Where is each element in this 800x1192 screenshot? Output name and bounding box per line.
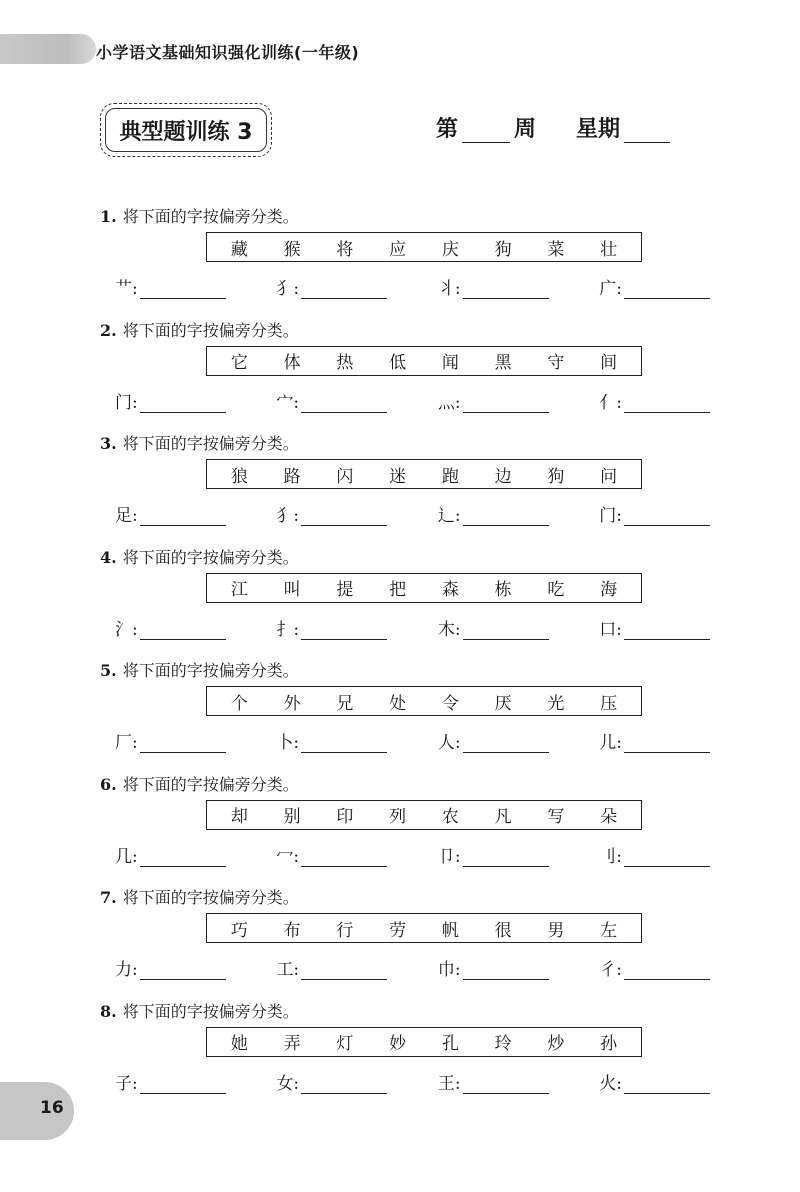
radical-label: 冖 <box>276 846 294 867</box>
radical-label: 女 <box>276 1073 294 1094</box>
char: 热 <box>336 353 354 373</box>
answer-blank[interactable] <box>140 1075 226 1094</box>
char: 凡 <box>494 807 512 827</box>
char: 边 <box>494 466 512 487</box>
radical-label: 艹 <box>115 279 132 299</box>
radical-label: 灬 <box>437 392 455 413</box>
char: 把 <box>389 580 407 600</box>
char-box <box>206 232 642 262</box>
radical-category: 儿 : <box>594 728 710 753</box>
question-2 <box>100 310 710 424</box>
char: 壮 <box>600 239 618 260</box>
radical-label: 犭 <box>276 279 294 299</box>
char: 将 <box>336 239 354 260</box>
question-3 <box>100 423 710 537</box>
char: 狗 <box>547 466 565 487</box>
question-5 <box>100 650 710 764</box>
radical-category: 子 : <box>110 1069 226 1094</box>
radical-row <box>110 728 710 753</box>
radical-label: 宀 <box>276 392 294 413</box>
char-box <box>206 686 642 716</box>
section-title: 典型题训练 3 <box>119 119 253 145</box>
answer-blank[interactable] <box>140 848 226 867</box>
question-4 <box>100 537 710 651</box>
char: 菜 <box>547 239 565 260</box>
radical-label: 厂 <box>115 733 132 753</box>
answer-blank[interactable] <box>624 280 710 299</box>
char: 间 <box>600 353 618 373</box>
radical-label: 犭 <box>276 506 294 526</box>
char: 布 <box>283 920 301 941</box>
radical-label: 力 <box>115 960 132 980</box>
char: 厌 <box>494 693 512 714</box>
answer-blank[interactable] <box>140 621 226 640</box>
radical-category: 亻 : <box>594 388 710 413</box>
char-box <box>206 573 642 603</box>
char: 海 <box>600 580 618 600</box>
answer-blank[interactable] <box>624 961 710 980</box>
answer-blank[interactable] <box>463 394 549 413</box>
char: 巧 <box>230 920 248 941</box>
radical-label: 彳 <box>599 960 617 980</box>
radical-category: 口 : <box>594 615 710 640</box>
char: 体 <box>283 353 301 373</box>
question-title: 2. 将下面的字按偏旁分类。 <box>100 320 299 340</box>
question-1 <box>100 196 710 310</box>
radical-label: 卜 <box>276 733 294 753</box>
radical-category: 艹 : <box>110 274 226 299</box>
answer-blank[interactable] <box>463 734 549 753</box>
question-7 <box>100 877 710 991</box>
radical-category: 彳 : <box>594 955 710 980</box>
answer-blank[interactable] <box>140 507 226 526</box>
char: 炒 <box>547 1034 565 1054</box>
char: 孙 <box>600 1034 618 1054</box>
char: 左 <box>600 920 618 941</box>
char: 劳 <box>389 920 407 941</box>
radical-label: 火 <box>599 1073 617 1094</box>
radical-category: 工 : <box>271 955 387 980</box>
radical-label: 几 <box>115 846 132 867</box>
answer-blank[interactable] <box>140 280 226 299</box>
answer-blank[interactable] <box>463 280 549 299</box>
answer-blank[interactable] <box>301 394 387 413</box>
char: 弄 <box>283 1034 301 1054</box>
radical-category: 木 : <box>433 615 549 640</box>
header-band <box>0 34 96 64</box>
radical-label: 亻 <box>599 392 617 413</box>
char: 问 <box>600 466 618 487</box>
radical-category: 冖 : <box>271 842 387 867</box>
char: 它 <box>230 353 248 373</box>
char: 印 <box>336 807 354 827</box>
char: 玲 <box>494 1034 512 1054</box>
radical-label: 氵 <box>115 619 132 640</box>
char: 很 <box>494 920 512 941</box>
answer-blank[interactable] <box>301 734 387 753</box>
answer-blank[interactable] <box>140 734 226 753</box>
radical-category: 女 : <box>271 1069 387 1094</box>
book-title: 小学语文基础知识强化训练(一年级) <box>96 43 360 62</box>
radical-label: 广 <box>599 279 617 299</box>
radical-label: 卩 <box>437 846 455 867</box>
char: 庆 <box>441 239 459 260</box>
answer-blank[interactable] <box>301 1075 387 1094</box>
radical-label: 刂 <box>599 846 617 867</box>
radical-category: 犭 : <box>271 501 387 526</box>
char: 妙 <box>389 1034 407 1054</box>
char: 个 <box>230 693 248 714</box>
char: 她 <box>230 1034 248 1054</box>
radical-category: 灬 : <box>433 388 549 413</box>
char: 藏 <box>230 239 248 260</box>
char: 孔 <box>441 1034 459 1054</box>
radical-category: 广 : <box>594 274 710 299</box>
char: 猴 <box>283 239 301 260</box>
radical-category: 人 : <box>433 728 549 753</box>
char: 朵 <box>600 807 618 827</box>
radical-label: 子 <box>115 1073 132 1094</box>
radical-category: 卜 : <box>271 728 387 753</box>
char: 狗 <box>494 239 512 260</box>
radical-category: 王 : <box>433 1069 549 1094</box>
char-box <box>206 913 642 943</box>
date-line <box>436 112 670 143</box>
radical-category: 辶 : <box>433 501 549 526</box>
radical-category: 扌 : <box>271 615 387 640</box>
char: 吃 <box>547 580 565 600</box>
radical-category: 门 : <box>110 388 226 413</box>
answer-blank[interactable] <box>463 621 549 640</box>
char: 却 <box>230 807 248 827</box>
radical-category: 门 : <box>594 501 710 526</box>
answer-blank[interactable] <box>463 961 549 980</box>
radical-label: 丬 <box>437 279 455 299</box>
radical-label: 门 <box>599 506 617 526</box>
answer-blank[interactable] <box>301 848 387 867</box>
radical-category: 刂 : <box>594 842 710 867</box>
question-title: 3. 将下面的字按偏旁分类。 <box>100 434 299 453</box>
question-title: 1. 将下面的字按偏旁分类。 <box>100 207 299 226</box>
char: 闻 <box>441 353 459 373</box>
char: 迷 <box>389 466 407 487</box>
radical-category: 犭 : <box>271 274 387 299</box>
radical-label: 足 <box>115 506 132 526</box>
char: 守 <box>547 353 565 373</box>
char: 江 <box>230 580 248 600</box>
radical-label: 儿 <box>599 733 617 753</box>
page-number: 16 <box>40 1098 64 1118</box>
radical-category: 厂 : <box>110 728 226 753</box>
char: 闪 <box>336 466 354 487</box>
radical-category: 火 : <box>594 1069 710 1094</box>
char-box <box>206 459 642 489</box>
char: 写 <box>547 807 565 827</box>
radical-category: 巾 : <box>433 955 549 980</box>
radical-label: 木 <box>437 619 455 640</box>
weekday-blank[interactable] <box>624 118 670 143</box>
char: 灯 <box>336 1034 354 1054</box>
radical-label: 扌 <box>276 619 294 640</box>
radical-label: 门 <box>115 392 132 413</box>
char: 提 <box>336 580 354 600</box>
radical-label: 工 <box>276 960 294 980</box>
radical-row <box>110 274 710 299</box>
date-zhou: 周 <box>514 117 537 142</box>
radical-label: 辶 <box>437 506 455 526</box>
char: 列 <box>389 807 407 827</box>
radical-label: 口 <box>599 619 617 640</box>
answer-blank[interactable] <box>624 394 710 413</box>
question-title: 4. 将下面的字按偏旁分类。 <box>100 547 299 567</box>
char: 外 <box>283 693 301 714</box>
char: 令 <box>441 693 459 714</box>
question-8 <box>100 991 710 1105</box>
answer-blank[interactable] <box>301 621 387 640</box>
char: 黑 <box>494 353 512 373</box>
char: 帆 <box>441 920 459 941</box>
char: 路 <box>283 466 301 487</box>
answer-blank[interactable] <box>463 848 549 867</box>
char: 森 <box>441 580 459 600</box>
char: 处 <box>389 693 407 714</box>
radical-category: 卩 : <box>433 842 549 867</box>
radical-row <box>110 842 710 867</box>
radical-row <box>110 615 710 640</box>
radical-category: 力 : <box>110 955 226 980</box>
answer-blank[interactable] <box>140 394 226 413</box>
char: 低 <box>389 353 407 373</box>
radical-category: 几 : <box>110 842 226 867</box>
radical-label: 王 <box>437 1073 455 1094</box>
char: 狼 <box>230 466 248 487</box>
char: 农 <box>441 807 459 827</box>
char: 别 <box>283 807 301 827</box>
radical-row <box>110 388 710 413</box>
answer-blank[interactable] <box>624 1075 710 1094</box>
radical-row <box>110 955 710 980</box>
question-title: 6. 将下面的字按偏旁分类。 <box>100 774 299 794</box>
question-list <box>100 196 710 1104</box>
char: 男 <box>547 920 565 941</box>
char: 栋 <box>494 580 512 600</box>
radical-category: 丬 : <box>433 274 549 299</box>
answer-blank[interactable] <box>624 507 710 526</box>
char: 压 <box>600 693 618 714</box>
answer-blank[interactable] <box>463 507 549 526</box>
question-title: 8. 将下面的字按偏旁分类。 <box>100 1001 299 1021</box>
char-box <box>206 800 642 830</box>
question-title: 7. 将下面的字按偏旁分类。 <box>100 888 299 907</box>
question-title: 5. 将下面的字按偏旁分类。 <box>100 661 299 680</box>
answer-blank[interactable] <box>463 1075 549 1094</box>
char: 光 <box>547 693 565 714</box>
date-xingqi: 星期 <box>576 117 621 142</box>
char: 行 <box>336 920 354 941</box>
radical-category: 足 : <box>110 501 226 526</box>
answer-blank[interactable] <box>301 961 387 980</box>
radical-row <box>110 501 710 526</box>
char-box <box>206 1027 642 1057</box>
char: 应 <box>389 239 407 260</box>
answer-blank[interactable] <box>624 848 710 867</box>
answer-blank[interactable] <box>301 507 387 526</box>
radical-category: 宀 : <box>271 388 387 413</box>
answer-blank[interactable] <box>624 621 710 640</box>
char: 兄 <box>336 693 354 714</box>
char-box <box>206 346 642 376</box>
char: 跑 <box>441 466 459 487</box>
radical-label: 人 <box>437 733 455 753</box>
date-di: 第 <box>436 117 459 142</box>
question-6 <box>100 764 710 878</box>
answer-blank[interactable] <box>624 734 710 753</box>
answer-blank[interactable] <box>140 961 226 980</box>
radical-category: 氵 : <box>110 615 226 640</box>
char: 叫 <box>283 580 301 600</box>
section-badge <box>100 103 272 157</box>
radical-label: 巾 <box>437 960 455 980</box>
answer-blank[interactable] <box>301 280 387 299</box>
week-number-blank[interactable] <box>462 118 510 143</box>
radical-row <box>110 1069 710 1094</box>
